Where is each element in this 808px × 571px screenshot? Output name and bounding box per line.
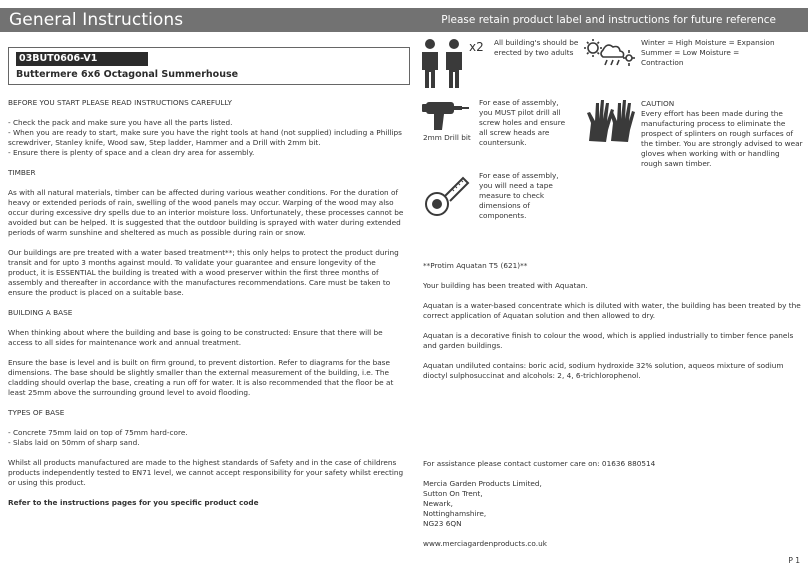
gloves-icon <box>585 99 635 143</box>
address-line: Mercia Garden Products Limited, <box>423 479 542 488</box>
tape-measure-icon <box>423 172 471 220</box>
two-people-icon <box>418 38 470 90</box>
product-name: Buttermere 6x6 Octagonal Summerhouse <box>16 69 239 80</box>
before-title: BEFORE YOU START PLEASE READ INSTRUCTIONS CAREFULLY <box>8 98 232 107</box>
types-title: TYPES OF BASE <box>8 408 65 417</box>
aquatan-paragraph: Aquatan is a water-based concentrate which is diluted with water, the building has been treated by the correct application of Aquatan solution and then allowed to dry. <box>423 301 801 320</box>
timber-title: TIMBER <box>8 168 36 177</box>
caution-note: Every effort has been made during the manufacturing process to eliminate the prospect of splinters on rough surfaces of the timber. You are strongly advised to wear gloves when working with or handling rough sawn timber. <box>641 109 803 168</box>
address-line: NG23 6QN <box>423 519 462 528</box>
address-line: Newark, <box>423 499 453 508</box>
contact-section <box>423 459 801 559</box>
product-box <box>8 47 410 85</box>
timber-paragraph: As with all natural materials, timber can be affected during various weather conditions. For the duration of heavy or extended periods of rain, swelling of the wood panels may occur. Warping of the wood may also occur during excessive dry spells due to an interior moisture loss. Unfortunately, these processes cannot be avoided but can be helped. It is suggested that the outdoor building is sprayed with water during extended periods of warm sunshine and sheltered as much as possible during rain or snow. <box>8 188 404 237</box>
people-note: All building's should be erected by two adults <box>494 38 579 57</box>
product-code: 03BUT0606-V1 <box>16 52 148 66</box>
weather-icon <box>583 38 637 72</box>
before-line: - When you are ready to start, make sure you have the right tools at hand (not supplied) including a Phillips screwdriver, Stanley knife, Wood saw, Step ladder, Hammer and a Drill with 2mm bit. <box>8 128 402 147</box>
aquatan-paragraph: Aquatan is a decorative finish to colour the wood, which is applied industrially to timber fence panels and garden buildings. <box>423 331 794 350</box>
tape-note: For ease of assembly, you will need a tape measure to check dimensions of components. <box>479 171 559 220</box>
base-paragraph: Ensure the base is level and is built on firm ground, to prevent distortion. Refer to diagrams for the base dimensions. The base should be slightly smaller than the external measurement of the building, i.e. The cladding should overlap the base, creating a run off for water. It is also recommended that the floor be at least 25mm above the surrounding ground level to avoid flooding. <box>8 358 394 397</box>
customer-care: For assistance please contact customer care on: 01636 880514 <box>423 459 656 468</box>
page-title: General Instructions <box>9 10 184 30</box>
weather-note: Winter = High Moisture = Expansion Summer = Low Moisture = Contraction <box>641 38 775 67</box>
aquatan-paragraph: Your building has been treated with Aquatan. <box>423 281 588 290</box>
timber-paragraph: Our buildings are pre treated with a water based treatment**; this only helps to protect the product during transit and for upto 3 months against mould. To validate your guarantee and ensure longevity of the product, it is ESSENTIAL the building is treated with a wood preserver within the first three months of assembly and thereafter in accordance with the manufactures recommendations. Care must be taken to ensure the product is placed on a suitable base. <box>8 248 399 297</box>
aquatan-paragraph: Aquatan undiluted contains: boric acid, sodium hydroxide 32% solution, aqueos mixture of sodium dioctyl sulphosuccinat and alcohols: 2, 4, 6-trichlorophenol. <box>423 361 784 380</box>
company-address <box>423 479 801 529</box>
header-bar <box>0 8 808 32</box>
header-note: Please retain product label and instructions for future reference <box>441 14 776 26</box>
base-paragraph: When thinking about where the building and base is going to be constructed: Ensure that there will be access to all sides for maintenance work and annual treatment. <box>8 328 383 347</box>
types-line: - Slabs laid on 50mm of sharp sand. <box>8 438 140 447</box>
aquatan-section <box>423 261 801 391</box>
address-line: Nottinghamshire, <box>423 509 487 518</box>
drill-note: For ease of assembly, you MUST pilot drill all screw holes and ensure all screw heads are countersunk. <box>479 98 566 147</box>
people-count: x2 <box>469 40 484 54</box>
before-list <box>8 118 408 158</box>
types-line: - Concrete 75mm laid on top of 75mm hard-core. <box>8 428 188 437</box>
website-link[interactable]: www.merciagardenproducts.co.uk <box>423 539 547 548</box>
address-line: Sutton On Trent, <box>423 489 483 498</box>
drill-icon <box>420 98 470 132</box>
before-line: - Check the pack and make sure you have all the parts listed. <box>8 118 233 127</box>
safety-paragraph: Whilst all products manufactured are made to the highest standards of Safety and in the case of childrens products independently tested to EN71 level, we cannot accept responsibility for your safety whilst erecting or using this product. <box>8 458 404 487</box>
refer-note: Refer to the instructions pages for you specific product code <box>8 498 259 507</box>
base-title: BUILDING A BASE <box>8 308 73 317</box>
page-number: P 1 <box>788 556 800 565</box>
left-column <box>8 98 408 518</box>
caution-title: CAUTION <box>641 99 675 108</box>
types-list <box>8 428 408 448</box>
before-line: - Ensure there is plenty of space and a clean dry area for assembly. <box>8 148 255 157</box>
drill-label: 2mm Drill bit <box>423 133 471 142</box>
aquatan-title: **Protim Aquatan T5 (621)** <box>423 261 528 270</box>
